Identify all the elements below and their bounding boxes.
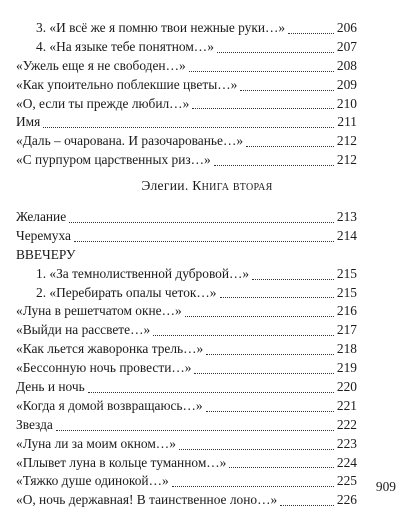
toc-entry (16, 321, 357, 340)
toc-entry (16, 132, 357, 151)
toc-entry-page: 226 (336, 492, 357, 508)
toc-entry-title: «С пурпуром царственных риз…» (16, 152, 211, 168)
toc-entry-page: 207 (336, 38, 357, 54)
toc-list-bottom (16, 208, 357, 510)
dot-leader (280, 505, 334, 506)
toc-entry (16, 378, 357, 397)
toc-entry-page: 208 (336, 57, 357, 73)
dot-leader (88, 392, 334, 393)
toc-entry-title: «Когда я домой возвращаюсь…» (16, 397, 203, 413)
dot-leader (206, 411, 334, 412)
toc-entry (16, 435, 357, 454)
toc-entry (16, 38, 357, 57)
toc-entry-page: 213 (336, 208, 357, 224)
dot-leader (69, 222, 334, 223)
section-heading-part2: Книга вторая (192, 178, 273, 193)
toc-entry-title: «О, ночь державная! В таинственное лоно…» (16, 492, 278, 508)
toc-entry-title: «Плывет луна в кольце туманном…» (16, 454, 227, 470)
toc-entry-title: «Луна ли за моим окном…» (16, 435, 176, 451)
toc-entry-page: 215 (336, 265, 357, 281)
dot-leader (252, 279, 334, 280)
dot-leader (153, 335, 334, 336)
toc-entry-page: 209 (336, 76, 357, 92)
toc-entry-page: 206 (336, 19, 357, 35)
toc-entry-title: «Как льется жаворонка трель…» (16, 341, 204, 357)
toc-entry-title: «Выйди на рассвете…» (16, 322, 151, 338)
dot-leader (192, 108, 334, 109)
dot-leader (185, 316, 334, 317)
toc-entry (16, 284, 357, 303)
dot-leader (206, 354, 334, 355)
dot-leader (179, 449, 334, 450)
dot-leader (288, 33, 334, 34)
toc-entry-page: 217 (336, 322, 357, 338)
dot-leader (189, 71, 334, 72)
dot-leader (194, 373, 333, 374)
toc-entry-page: 220 (336, 379, 357, 394)
toc-entry-title: День и ночь (16, 379, 85, 394)
dot-leader (43, 127, 334, 128)
dot-leader (74, 241, 334, 242)
toc-entry-title: «Как упоительно поблекшие цветы…» (16, 76, 238, 92)
toc-list-top (16, 19, 357, 170)
toc-entry-page: 222 (336, 416, 357, 432)
toc-entry-page: 214 (336, 227, 357, 243)
toc-entry-title: 1. «За темнолиственной дубровой…» (36, 265, 250, 281)
dot-leader (246, 146, 334, 147)
toc-entry-title: Желание (16, 208, 67, 224)
toc-entry-page: 218 (336, 341, 357, 357)
dot-leader (214, 165, 334, 166)
section-heading-part1: Элегии. (141, 178, 189, 193)
toc-entry (16, 113, 357, 132)
toc-entry-page: 221 (336, 397, 357, 413)
toc-entry-page: 225 (336, 473, 357, 489)
toc-entry (16, 454, 357, 473)
dot-leader (229, 467, 334, 468)
toc-entry-page: 210 (336, 95, 357, 111)
toc-entry-page: 211 (337, 114, 357, 130)
toc-entry (16, 151, 357, 170)
dot-leader (220, 297, 334, 298)
toc-entry (16, 265, 357, 284)
toc-entry-title: 2. «Перебирать опалы четок…» (36, 284, 217, 300)
dot-leader (56, 430, 334, 431)
toc-entry-page: 215 (336, 284, 357, 300)
toc-entry-title: «Бессонную ночь провести…» (16, 360, 192, 376)
toc-group-heading (16, 246, 357, 265)
toc-entry (16, 227, 357, 246)
toc-entry-title: Имя (16, 114, 41, 130)
dot-leader (172, 486, 334, 487)
page-number: 909 (375, 479, 396, 494)
toc-group-heading-title: ВВЕЧЕРУ (16, 246, 76, 262)
dot-leader (240, 90, 334, 91)
toc-entry-page: 223 (336, 435, 357, 451)
toc-entry-title: «Ужель еще я не свободен…» (16, 57, 186, 73)
toc-entry-title: «Тяжко душе одинокой…» (16, 473, 169, 489)
toc-entry-page: 212 (336, 152, 357, 168)
toc-entry-page: 212 (336, 133, 357, 149)
dot-leader (217, 52, 334, 53)
toc-entry (16, 302, 357, 321)
toc-entry-title: Звезда (16, 416, 53, 432)
toc-entry (16, 19, 357, 38)
toc-entry (16, 95, 357, 114)
toc-entry (16, 359, 357, 378)
toc-entry-title: «О, если ты прежде любил…» (16, 95, 190, 111)
toc-entry (16, 340, 357, 359)
toc-entry (16, 491, 357, 510)
toc-entry (16, 416, 357, 435)
toc-entry-page: 224 (336, 454, 357, 470)
toc-entry-page: 219 (336, 360, 357, 376)
toc-entry (16, 76, 357, 95)
section-heading (0, 178, 410, 194)
toc-entry-page: 216 (336, 303, 357, 319)
toc-entry-title: «Луна в решетчатом окне…» (16, 303, 182, 319)
toc-entry-title: Черемуха (16, 227, 71, 243)
toc-entry (16, 397, 357, 416)
toc-entry-title: 3. «И всё же я помню твои нежные руки…» (36, 19, 286, 35)
toc-entry-title: 4. «На языке тебе понятном…» (36, 38, 214, 54)
toc-entry (16, 472, 357, 491)
toc-entry (16, 208, 357, 227)
toc-entry (16, 57, 357, 76)
toc-entry-title: «Даль – очарована. И разочарованье…» (16, 133, 244, 149)
